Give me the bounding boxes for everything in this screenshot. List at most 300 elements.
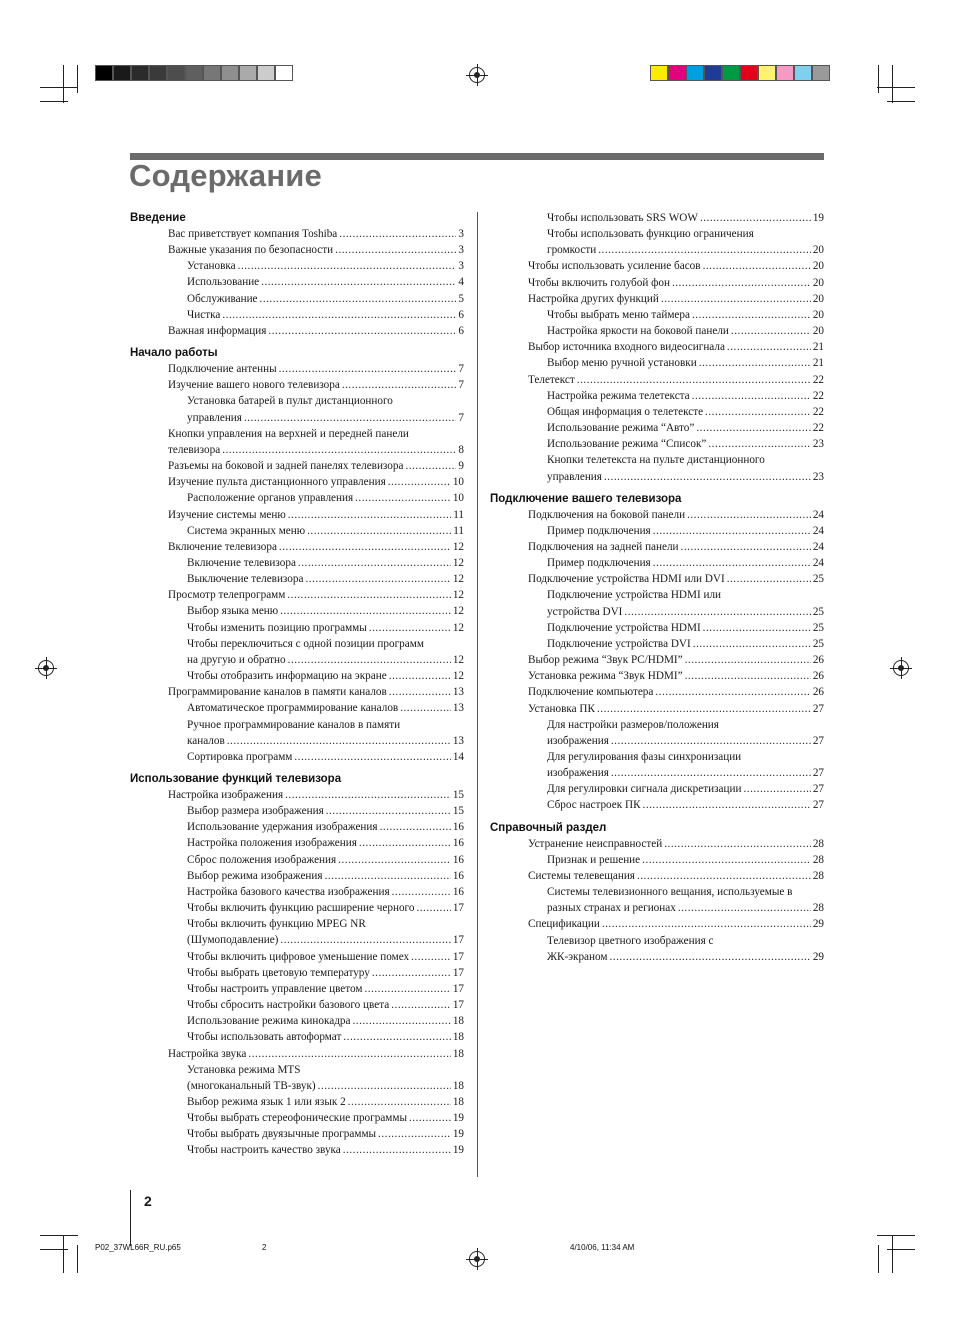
toc-entry-title: Изучение системы меню bbox=[168, 508, 286, 521]
toc-entry-title: Настройка яркости на боковой панели bbox=[547, 325, 729, 338]
toc-page-number: 15 bbox=[452, 789, 464, 801]
toc-entry bbox=[547, 323, 824, 339]
toc-entry-title: Чтобы выбрать двуязычные программы bbox=[187, 1128, 377, 1141]
toc-page-number: 24 bbox=[812, 557, 824, 570]
toc-leader-dots bbox=[743, 781, 810, 797]
toc-entry-title: Для регулировки сигнала дискретизации bbox=[547, 783, 742, 796]
toc-entry bbox=[187, 620, 464, 636]
toc-entry-title: Настройка положения изображения bbox=[187, 837, 357, 850]
toc-entry bbox=[187, 555, 464, 571]
toc-entry-line: Чтобы включить функцию MPEG NR bbox=[187, 918, 366, 931]
toc-leader-dots bbox=[352, 1013, 450, 1029]
toc-entry bbox=[168, 684, 464, 700]
color-swatch bbox=[239, 65, 257, 81]
toc-leader-dots bbox=[338, 852, 451, 868]
toc-entry-line: Для регулирования фазы синхронизации bbox=[547, 751, 742, 763]
toc-entry-title: Программирование каналов в памяти каналов bbox=[168, 686, 387, 699]
toc-page-number: 18 bbox=[452, 1079, 464, 1092]
toc-leader-dots bbox=[279, 539, 451, 555]
toc-entry-title: громкости bbox=[547, 244, 597, 257]
toc-leader-dots bbox=[692, 307, 811, 323]
color-swatch bbox=[758, 65, 776, 81]
page-number-rule bbox=[130, 1190, 131, 1246]
toc-leader-dots bbox=[705, 404, 811, 420]
toc-leader-dots bbox=[227, 733, 451, 749]
toc-entry bbox=[547, 436, 824, 452]
toc-leader-dots bbox=[699, 355, 811, 371]
toc-entry-title: на другую и обратно bbox=[187, 653, 286, 666]
toc-entry bbox=[547, 210, 824, 226]
toc-entry-title: Выбор режима “Звук PC/HDMI” bbox=[528, 654, 683, 667]
toc-page-number: 27 bbox=[812, 767, 824, 780]
toc-entry-title: управления bbox=[547, 470, 602, 483]
toc-page-number: 16 bbox=[452, 869, 464, 882]
toc-page-number: 23 bbox=[812, 470, 824, 483]
toc-page-number: 21 bbox=[812, 341, 824, 354]
toc-leader-dots bbox=[335, 242, 456, 258]
toc-entry bbox=[187, 1013, 464, 1029]
toc-leader-dots bbox=[280, 932, 450, 948]
toc-page-number: 17 bbox=[452, 966, 464, 979]
toc-entry bbox=[187, 965, 464, 981]
toc-entry-title: Разъемы на боковой и задней панелях телевизора bbox=[168, 460, 404, 473]
toc-entry-title: Чтобы изменить позицию программы bbox=[187, 621, 367, 634]
color-swatch bbox=[794, 65, 812, 81]
toc-entry-title: Чтобы включить голубой фон bbox=[528, 276, 670, 289]
toc-entry bbox=[187, 981, 464, 997]
toc-leader-dots bbox=[664, 836, 811, 852]
toc-entry bbox=[168, 587, 464, 603]
toc-entry bbox=[168, 323, 464, 339]
toc-leader-dots bbox=[343, 1142, 451, 1158]
color-swatch bbox=[704, 65, 722, 81]
toc-page-number: 20 bbox=[812, 260, 824, 273]
color-swatch bbox=[722, 65, 740, 81]
toc-leader-dots bbox=[708, 436, 810, 452]
toc-leader-dots bbox=[653, 523, 811, 539]
toc-page-number: 16 bbox=[452, 837, 464, 850]
toc-entry bbox=[187, 803, 464, 819]
toc-entry bbox=[187, 523, 464, 539]
toc-entry-title: Установка ПК bbox=[528, 702, 595, 715]
toc-page-number: 25 bbox=[812, 573, 824, 586]
toc-entry-title: ЖК-экраном bbox=[547, 950, 608, 963]
toc-entry bbox=[547, 355, 824, 371]
toc-entry-line: Телевизор цветного изображения с bbox=[547, 934, 714, 947]
toc-page-number: 22 bbox=[812, 389, 824, 402]
toc-entry bbox=[528, 684, 824, 700]
toc-page-number: 26 bbox=[812, 670, 824, 683]
toc-entry bbox=[547, 307, 824, 323]
toc-leader-dots bbox=[294, 749, 450, 765]
toc-leader-dots bbox=[687, 507, 811, 523]
toc-entry bbox=[187, 1078, 464, 1094]
toc-entry-title: Чтобы выбрать меню таймера bbox=[547, 308, 690, 321]
toc-page-number: 11 bbox=[453, 508, 464, 521]
toc-entry-title: Использование режима кинокадра bbox=[187, 1015, 351, 1028]
toc-page-number: 13 bbox=[452, 702, 464, 715]
toc-entry bbox=[547, 781, 824, 797]
toc-entry-title: Телетекст bbox=[528, 373, 575, 386]
toc-entry bbox=[168, 361, 464, 377]
toc-page-number: 20 bbox=[812, 308, 824, 321]
toc-entry-line: Установка батарей в пульт дистанционного bbox=[187, 395, 393, 408]
toc-entry-title: Изучение пульта дистанционного управления bbox=[168, 476, 386, 489]
toc-entry bbox=[528, 571, 824, 587]
toc-entry bbox=[187, 291, 464, 307]
color-swatch bbox=[275, 65, 293, 81]
toc-entry-title: Использование режима “Список” bbox=[547, 438, 707, 451]
toc-page-number: 15 bbox=[452, 805, 464, 818]
toc-entry-title: Пример подключения bbox=[547, 524, 651, 537]
toc-entry bbox=[187, 571, 464, 587]
toc-entry-line: Чтобы переключиться с одной позиции программ bbox=[187, 637, 424, 650]
toc-entry-title: Настройка звука bbox=[168, 1047, 247, 1060]
color-swatch bbox=[668, 65, 686, 81]
toc-entry-title: Спецификации bbox=[528, 918, 600, 931]
toc-page-number: 27 bbox=[812, 799, 824, 812]
toc-leader-dots bbox=[727, 339, 811, 355]
toc-page-number: 22 bbox=[812, 405, 824, 418]
toc-leader-dots bbox=[359, 835, 451, 851]
toc-entry bbox=[187, 835, 464, 851]
toc-page-number: 28 bbox=[812, 853, 824, 866]
toc-leader-dots bbox=[409, 1110, 451, 1126]
toc-leader-dots bbox=[681, 539, 811, 555]
toc-page-number: 17 bbox=[452, 934, 464, 947]
toc-entry bbox=[187, 852, 464, 868]
color-swatch bbox=[686, 65, 704, 81]
toc-page-number: 27 bbox=[812, 734, 824, 747]
toc-page-number: 24 bbox=[812, 540, 824, 553]
toc-leader-dots bbox=[672, 275, 811, 291]
toc-entry-title: Расположение органов управления bbox=[187, 492, 354, 505]
toc-entry-line: Системы телевизионного вещания, используемые в bbox=[547, 886, 793, 899]
toc-entry-title: Настройка режима телетекста bbox=[547, 389, 690, 402]
toc-entry bbox=[528, 275, 824, 291]
toc-leader-dots bbox=[298, 555, 451, 571]
page-title: Содержание bbox=[129, 158, 322, 193]
toc-leader-dots bbox=[389, 668, 451, 684]
toc-entry bbox=[547, 949, 824, 965]
toc-entry bbox=[547, 404, 824, 420]
color-swatch bbox=[740, 65, 758, 81]
toc-leader-dots bbox=[400, 700, 451, 716]
toc-page-number: 12 bbox=[452, 653, 464, 666]
toc-entry bbox=[547, 900, 824, 916]
toc-leader-dots bbox=[700, 210, 811, 226]
toc-leader-dots bbox=[268, 323, 456, 339]
toc-page-number: 19 bbox=[812, 212, 824, 224]
toc-entry bbox=[187, 819, 464, 835]
toc-page-number: 28 bbox=[812, 869, 824, 882]
toc-entry-line: Подключение устройства HDMI или bbox=[547, 589, 722, 602]
toc-leader-dots bbox=[364, 981, 450, 997]
color-swatch bbox=[167, 65, 185, 81]
color-swatch bbox=[812, 65, 830, 81]
toc-entry-title: изображения bbox=[547, 734, 609, 747]
toc-page-number: 20 bbox=[812, 276, 824, 289]
toc-entry-title: Подключение устройства HDMI или DVI bbox=[528, 573, 725, 586]
toc-entry bbox=[187, 490, 464, 506]
toc-entry-line: Чтобы использовать функцию ограничения bbox=[547, 228, 754, 241]
toc-entry-title: Установка bbox=[187, 260, 236, 273]
toc-page-number: 28 bbox=[812, 902, 824, 915]
toc-entry-title: Подключения на боковой панели bbox=[528, 508, 686, 521]
toc-page-number: 10 bbox=[452, 492, 464, 505]
registration-mark-bottom bbox=[469, 1251, 485, 1267]
toc-leader-dots bbox=[624, 604, 810, 620]
toc-leader-dots bbox=[416, 900, 450, 916]
toc-page-number: 12 bbox=[452, 573, 464, 586]
toc-leader-dots bbox=[288, 507, 451, 523]
toc-entry-title: (Шумоподавление) bbox=[187, 934, 279, 947]
toc-entry-line: Кнопки телетекста на пульте дистанционного bbox=[547, 454, 765, 467]
color-swatch bbox=[776, 65, 794, 81]
toc-leader-dots bbox=[392, 884, 451, 900]
toc-leader-dots bbox=[696, 420, 810, 436]
toc-entry bbox=[547, 636, 824, 652]
toc-entry bbox=[547, 420, 824, 436]
toc-page-number: 12 bbox=[452, 540, 464, 553]
registration-mark-left bbox=[38, 660, 54, 676]
toc-entry-title: Пример подключения bbox=[547, 557, 651, 570]
grayscale-strip bbox=[95, 65, 293, 81]
toc-entry-title: Чтобы использовать автоформат bbox=[187, 1031, 342, 1044]
toc-page-number: 17 bbox=[452, 902, 464, 915]
toc-entry bbox=[528, 258, 824, 274]
toc-leader-dots bbox=[388, 474, 451, 490]
toc-leader-dots bbox=[577, 372, 811, 388]
toc-leader-dots bbox=[653, 555, 811, 571]
toc-entry-line: Кнопки управления на верхней и передней панели bbox=[168, 427, 409, 440]
toc-leader-dots bbox=[348, 1094, 451, 1110]
toc-page-number: 17 bbox=[452, 999, 464, 1012]
toc-leader-dots bbox=[643, 797, 811, 813]
toc-page-number: 3 bbox=[458, 260, 464, 273]
toc-page-number: 5 bbox=[458, 292, 464, 305]
toc-section-heading: Справочный раздел bbox=[490, 821, 607, 834]
toc-page-number: 29 bbox=[812, 918, 824, 931]
toc-page-number: 26 bbox=[812, 686, 824, 699]
toc-leader-dots bbox=[598, 242, 811, 258]
toc-leader-dots bbox=[326, 803, 451, 819]
toc-entry-line: Установка режима MTS bbox=[187, 1063, 301, 1076]
toc-entry bbox=[168, 787, 464, 803]
toc-page-number: 27 bbox=[812, 702, 824, 715]
toc-page-number: 13 bbox=[452, 686, 464, 699]
toc-leader-dots bbox=[411, 949, 451, 965]
toc-entry-title: Система экранных меню bbox=[187, 524, 306, 537]
toc-page-number: 6 bbox=[458, 308, 464, 321]
toc-entry bbox=[547, 555, 824, 571]
toc-entry-title: разных странах и регионах bbox=[547, 902, 676, 915]
toc-entry bbox=[547, 620, 824, 636]
toc-leader-dots bbox=[378, 1126, 451, 1142]
toc-entry bbox=[547, 604, 824, 620]
toc-entry-title: Чтобы отобразить информацию на экране bbox=[187, 670, 387, 683]
toc-page-number: 24 bbox=[812, 508, 824, 521]
toc-entry-title: Чтобы включить цифровое уменьшение помех bbox=[187, 950, 410, 963]
toc-entry-title: Чтобы использовать усиление басов bbox=[528, 260, 701, 273]
toc-page-number: 26 bbox=[812, 654, 824, 667]
toc-leader-dots bbox=[678, 900, 811, 916]
toc-leader-dots bbox=[355, 490, 451, 506]
toc-entry-title: управления bbox=[187, 411, 242, 424]
toc-page-number: 22 bbox=[812, 422, 824, 435]
toc-entry bbox=[168, 474, 464, 490]
toc-entry bbox=[187, 1110, 464, 1126]
toc-entry-title: Подключение устройства DVI bbox=[547, 637, 691, 650]
toc-page-number: 19 bbox=[452, 1128, 464, 1141]
toc-page-number: 7 bbox=[458, 379, 464, 392]
toc-leader-dots bbox=[369, 620, 451, 636]
toc-entry bbox=[168, 458, 464, 474]
toc-entry-title: Вас приветствует компания Toshiba bbox=[168, 228, 338, 240]
toc-entry-title: Выбор размера изображения bbox=[187, 805, 324, 818]
toc-leader-dots bbox=[343, 1029, 450, 1045]
toc-entry bbox=[547, 388, 824, 404]
color-swatch bbox=[113, 65, 131, 81]
slug-page: 2 bbox=[262, 1243, 267, 1252]
toc-page-number: 16 bbox=[452, 853, 464, 866]
toc-page-number: 28 bbox=[812, 837, 824, 850]
toc-leader-dots bbox=[318, 1078, 451, 1094]
toc-right-column bbox=[490, 210, 824, 965]
toc-page-number: 9 bbox=[458, 460, 464, 473]
toc-leader-dots bbox=[703, 620, 811, 636]
toc-entry-title: телевизора bbox=[168, 443, 221, 456]
toc-page-number: 16 bbox=[452, 821, 464, 834]
toc-leader-dots bbox=[238, 258, 457, 274]
toc-entry bbox=[528, 836, 824, 852]
toc-page-number: 25 bbox=[812, 621, 824, 634]
toc-leader-dots bbox=[692, 388, 811, 404]
toc-page-number: 6 bbox=[458, 324, 464, 337]
toc-entry-title: Чтобы включить функцию расширение черного bbox=[187, 902, 415, 915]
toc-page-number: 17 bbox=[452, 950, 464, 963]
slug-date: 4/10/06, 11:34 AM bbox=[570, 1243, 635, 1252]
toc-page-number: 8 bbox=[458, 443, 464, 456]
toc-entry-title: Использование режима “Авто” bbox=[547, 422, 695, 435]
toc-entry bbox=[187, 307, 464, 323]
toc-entry bbox=[187, 700, 464, 716]
color-swatch bbox=[203, 65, 221, 81]
toc-section-heading: Введение bbox=[130, 212, 186, 224]
toc-leader-dots bbox=[279, 361, 457, 377]
toc-entry-title: Автоматическое программирование каналов bbox=[187, 702, 399, 715]
toc-leader-dots bbox=[222, 442, 456, 458]
toc-page-number: 24 bbox=[812, 524, 824, 537]
toc-left-column bbox=[130, 210, 464, 1159]
toc-entry-title: Важная информация bbox=[168, 324, 267, 337]
toc-leader-dots bbox=[342, 377, 457, 393]
toc-page-number: 29 bbox=[812, 950, 824, 963]
toc-entry-title: Чтобы использовать SRS WOW bbox=[547, 212, 698, 224]
toc-leader-dots bbox=[693, 636, 811, 652]
toc-entry-title: устройства DVI bbox=[547, 605, 623, 618]
toc-entry bbox=[187, 997, 464, 1013]
toc-entry bbox=[168, 507, 464, 523]
toc-entry bbox=[168, 539, 464, 555]
toc-leader-dots bbox=[305, 571, 450, 587]
color-swatch bbox=[257, 65, 275, 81]
color-strip bbox=[650, 65, 830, 81]
toc-page-number: 7 bbox=[458, 411, 464, 424]
toc-leader-dots bbox=[280, 603, 451, 619]
toc-entry bbox=[528, 652, 824, 668]
toc-leader-dots bbox=[655, 684, 810, 700]
toc-entry bbox=[187, 1029, 464, 1045]
toc-section-heading: Использование функций телевизора bbox=[130, 773, 342, 785]
toc-entry-title: Выбор режима изображения bbox=[187, 869, 323, 882]
toc-entry-title: каналов bbox=[187, 734, 225, 747]
toc-leader-dots bbox=[261, 274, 456, 290]
toc-leader-dots bbox=[703, 258, 811, 274]
toc-entry bbox=[547, 523, 824, 539]
toc-leader-dots bbox=[244, 410, 456, 426]
toc-entry-title: Чтобы настроить управление цветом bbox=[187, 982, 363, 995]
toc-entry-title: Выбор источника входного видеосигнала bbox=[528, 341, 725, 354]
toc-leader-dots bbox=[642, 852, 811, 868]
toc-page-number: 19 bbox=[452, 1112, 464, 1125]
toc-entry bbox=[187, 652, 464, 668]
toc-leader-dots bbox=[727, 571, 811, 587]
toc-page-number: 17 bbox=[452, 982, 464, 995]
toc-leader-dots bbox=[260, 291, 457, 307]
toc-entry bbox=[187, 1142, 464, 1158]
toc-page-number: 19 bbox=[452, 1144, 464, 1157]
toc-entry-title: Настройка изображения bbox=[168, 789, 284, 801]
toc-entry-title: Обслуживание bbox=[187, 292, 258, 305]
toc-entry bbox=[528, 701, 824, 717]
toc-entry bbox=[547, 733, 824, 749]
toc-leader-dots bbox=[597, 701, 811, 717]
color-swatch bbox=[185, 65, 203, 81]
toc-entry bbox=[528, 539, 824, 555]
toc-page-number: 7 bbox=[458, 363, 464, 376]
toc-entry-line: Ручное программирование каналов в памяти bbox=[187, 718, 401, 731]
toc-entry-line: Для настройки размеров/положения bbox=[547, 718, 719, 731]
toc-page-number: 12 bbox=[452, 605, 464, 618]
toc-page-number: 4 bbox=[458, 276, 464, 289]
registration-mark-top bbox=[469, 67, 485, 83]
toc-page-number: 11 bbox=[453, 524, 464, 537]
toc-entry-title: Подключение компьютера bbox=[528, 686, 654, 699]
toc-entry bbox=[168, 242, 464, 258]
slug-filename: P02_37WL66R_RU.p65 bbox=[95, 1243, 181, 1252]
toc-leader-dots bbox=[637, 868, 811, 884]
toc-page-number: 25 bbox=[812, 637, 824, 650]
toc-entry-title: (многоканальный ТВ-звук) bbox=[187, 1079, 316, 1092]
toc-entry-title: Изучение вашего нового телевизора bbox=[168, 379, 340, 392]
toc-section-heading: Начало работы bbox=[130, 347, 218, 360]
toc-entry bbox=[187, 932, 464, 948]
toc-leader-dots bbox=[661, 291, 811, 307]
toc-entry-title: Чтобы выбрать стереофонические программы bbox=[187, 1112, 407, 1125]
toc-entry-title: Подключения на задней панели bbox=[528, 540, 679, 553]
toc-section-heading: Подключение вашего телевизора bbox=[490, 492, 682, 505]
toc-page-number: 14 bbox=[452, 750, 464, 763]
toc-page-number: 20 bbox=[812, 325, 824, 338]
toc-page-number: 21 bbox=[812, 357, 824, 370]
toc-entry bbox=[547, 242, 824, 258]
toc-leader-dots bbox=[287, 587, 450, 603]
toc-entry-title: Настройка базового качества изображения bbox=[187, 885, 390, 898]
toc-entry bbox=[187, 603, 464, 619]
toc-entry-title: Включение телевизора bbox=[187, 556, 296, 569]
toc-leader-dots bbox=[307, 523, 451, 539]
